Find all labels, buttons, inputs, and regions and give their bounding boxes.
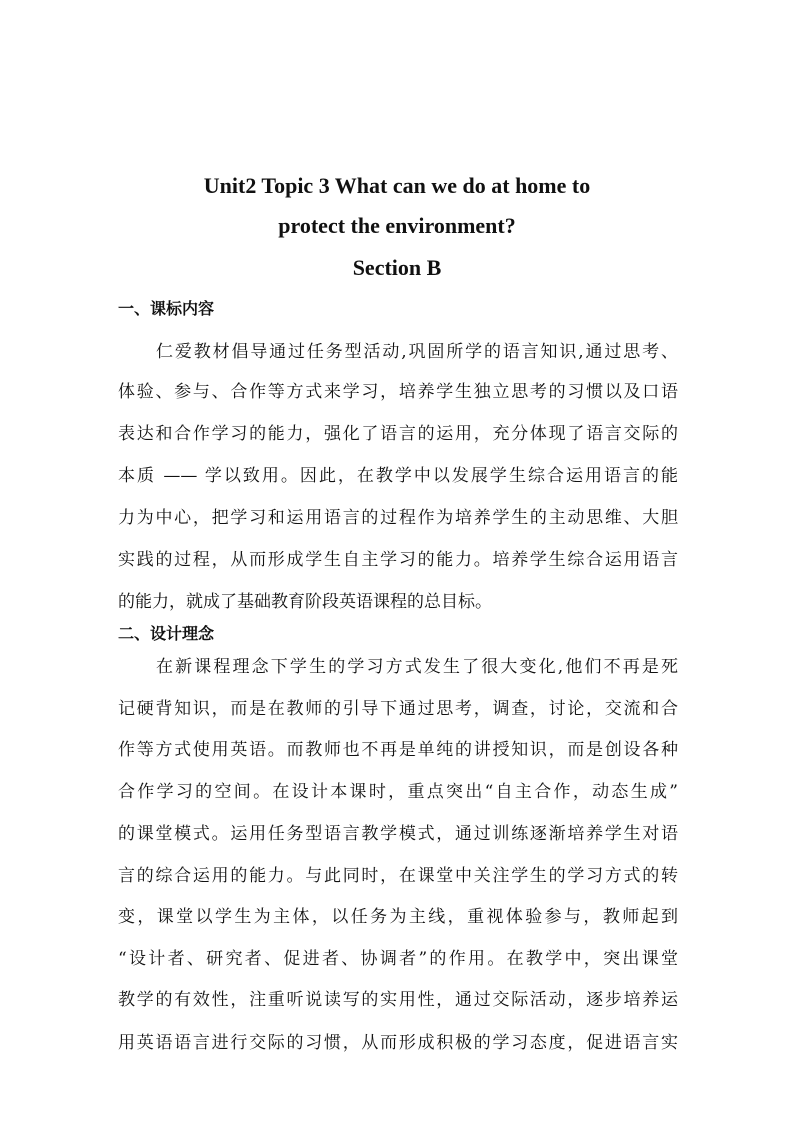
document-title-line-2: protect the environment? [278,213,516,238]
document-title-line-1: Unit2 Topic 3 What can we do at home to [203,173,591,198]
paragraph-line: 合作学习的空间。在设计本课时，重点突出“自主合作，动态生成” [118,782,678,802]
paragraph-line: 的能力，就成了基础教育阶段英语课程的总目标。 [118,592,492,612]
paragraph-line: 言的综合运用的能力。与此同时，在课堂中关注学生的学习方式的转 [118,866,678,886]
paragraph-line: 用英语语言进行交际的习惯，从而形成积极的学习态度，促进语言实 [118,1033,678,1053]
paragraph-line: “设计者、研究者、促进者、协调者”的作用。在教学中，突出课堂 [118,949,678,969]
paragraph-line: 仁爱教材倡导通过任务型活动,巩固所学的语言知识,通过思考、 [156,342,678,362]
paragraph-line: 教学的有效性，注重听说读写的实用性，通过交际活动，逐步培养运 [118,990,678,1010]
paragraph-line: 本质 —— 学以致用。因此，在教学中以发展学生综合运用语言的能 [118,466,678,486]
paragraph-line: 实践的过程，从而形成学生自主学习的能力。培养学生综合运用语言 [118,550,678,570]
paragraph-line: 作等方式使用英语。而教师也不再是单纯的讲授知识，而是创设各种 [118,740,678,760]
paragraph-line: 的课堂模式。运用任务型语言教学模式，通过训练逐渐培养学生对语 [118,824,678,844]
paragraph-line: 在新课程理念下学生的学习方式发生了很大变化,他们不再是死 [156,657,678,677]
section-heading-design-concept: 二、设计理念 [118,624,215,643]
paragraph-line: 体验、参与、合作等方式来学习，培养学生独立思考的习惯以及口语 [118,382,678,402]
paragraph-line: 记硬背知识，而是在教师的引导下通过思考，调查，讨论，交流和合 [118,699,678,719]
paragraph-line: 力为中心，把学习和运用语言的过程作为培养学生的主动思维、大胆 [118,508,678,528]
paragraph-line: 变，课堂以学生为主体，以任务为主线，重视体验参与，教师起到 [118,907,678,927]
section-heading-curriculum: 一、课标内容 [118,299,215,318]
paragraph-line: 表达和合作学习的能力，强化了语言的运用，充分体现了语言交际的 [118,424,678,444]
document-section-label: Section B [352,255,442,280]
